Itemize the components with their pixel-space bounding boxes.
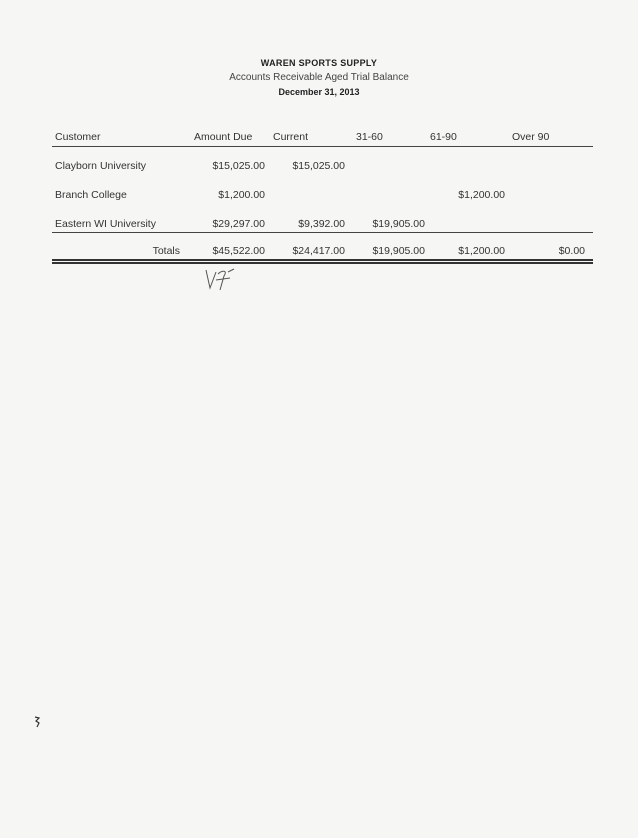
- column-header-61-90: 61-90: [430, 131, 457, 143]
- 61-90-cell: $1,200.00: [458, 189, 505, 201]
- totals-double-rule-bottom: [52, 262, 593, 264]
- customer-cell: Clayborn University: [55, 160, 147, 172]
- customer-cell: Eastern WI University: [55, 218, 156, 230]
- report-date: December 31, 2013: [278, 87, 360, 97]
- total-over-90: $0.00: [558, 245, 585, 257]
- amount-due-cell: $1,200.00: [218, 189, 265, 201]
- total-61-90: $1,200.00: [458, 245, 505, 257]
- scan-mark: [34, 716, 40, 728]
- handwritten-initials: [198, 266, 248, 296]
- amount-due-cell: $29,297.00: [212, 218, 265, 230]
- total-31-60: $19,905.00: [372, 245, 425, 257]
- totals-double-rule-top: [52, 259, 593, 261]
- company-name: WAREN SPORTS SUPPLY: [260, 58, 378, 68]
- current-cell: $9,392.00: [298, 218, 345, 230]
- 31-60-cell: $19,905.00: [372, 218, 425, 230]
- current-cell: $15,025.00: [292, 160, 345, 172]
- column-header-31-60: 31-60: [356, 131, 383, 143]
- column-header-over-90: Over 90: [512, 131, 550, 143]
- column-header-customer: Customer: [55, 131, 101, 143]
- total-amount-due: $45,522.00: [212, 245, 265, 257]
- header-divider: [52, 146, 593, 147]
- customer-cell: Branch College: [55, 189, 127, 201]
- column-header-amount-due: Amount Due: [194, 131, 253, 143]
- report-title: Accounts Receivable Aged Trial Balance: [229, 72, 409, 83]
- totals-label: Totals: [152, 245, 180, 257]
- column-header-current: Current: [273, 131, 309, 143]
- total-current: $24,417.00: [292, 245, 345, 257]
- amount-due-cell: $15,025.00: [212, 160, 265, 172]
- row-divider: [52, 232, 593, 233]
